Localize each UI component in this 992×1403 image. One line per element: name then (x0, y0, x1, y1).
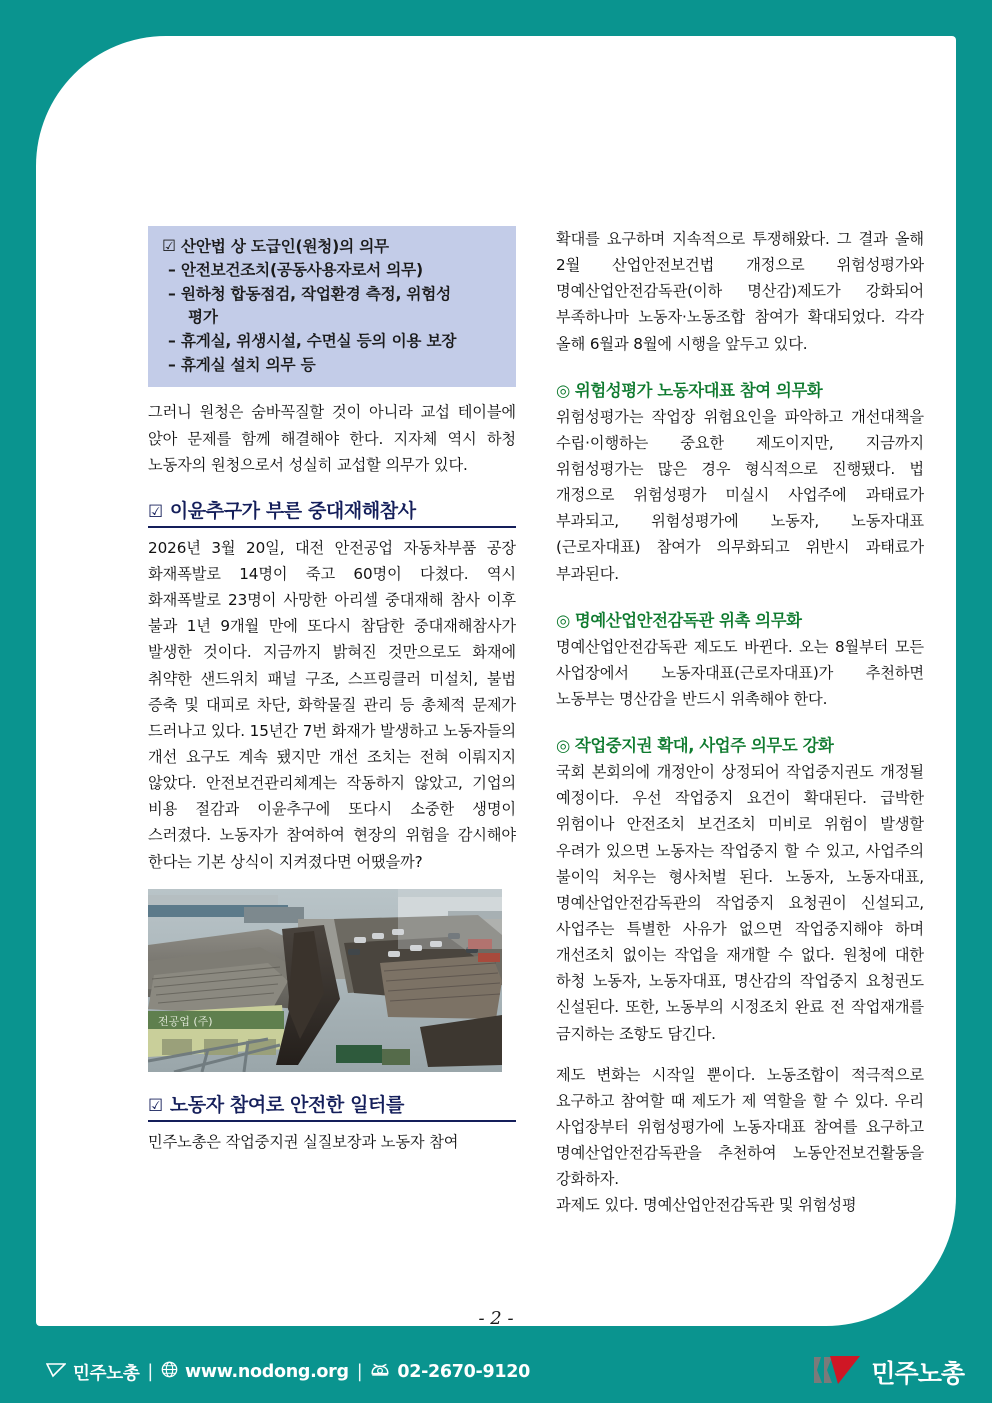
heading-text: 노동자 참여로 안전한 일터를 (169, 1093, 404, 1116)
callout-title-text: 산안법 상 도급인(원청)의 의무 (181, 237, 389, 256)
callout-item-text: 원하청 합동점검, 작업환경 측정, 위험성 (180, 284, 452, 303)
checkbox-icon: ☑ (162, 237, 176, 255)
footer-bar (0, 1341, 992, 1403)
fire-damaged-factory-aerial-photo (148, 889, 502, 1072)
callout-item (162, 283, 504, 330)
callout-item-text: 휴게실 설치 의무 등 (180, 355, 316, 374)
paragraph-law-revision: 확대를 요구하며 지속적으로 투쟁해왔다. 그 결과 올해 2월 산업안전보건법 개정으로 위험성평가와 명예산업안전감독관(이하 명산감)제도가 강화되어 부족하나마 노동자·노동조합 참여가 확대되었다. 각각 올해 6월과 8월에 시행을 앞두고 있다. (556, 230, 924, 353)
double-circle-icon: ◎ (556, 736, 570, 756)
footer-separator-1: | (147, 1362, 154, 1382)
checkbox-icon: ☑ (148, 501, 163, 522)
footer-phone: 02-2670-9120 (397, 1362, 531, 1382)
callout-item-text: 휴게실, 위생시설, 수면실 등의 이용 보장 (180, 332, 457, 351)
paragraph-gap (556, 1047, 924, 1062)
page-paper (36, 36, 956, 1326)
double-circle-icon: ◎ (556, 380, 570, 400)
kctu-logo (810, 1353, 964, 1391)
footer-website[interactable]: www.nodong.org (185, 1362, 349, 1382)
dash-bullet: – (168, 284, 176, 303)
paragraph-disaster-details: 2026년 3월 20일, 대전 안전공업 자동차부품 공장 화재폭발로 14명이 죽고 60명이 다쳤다. 역시 화재폭발로 23명이 사망한 아리셀 중대재해 참사 이후 불과 1년 9개월 만에 또다시 참담한 중대재해참사가 발생한 것이다. 지금까지 밝혀진 것만으로도 화재에 취약한 샌드위치 패널 구조, 스프링클러 미설치, 불법 증축 및 대피로 차단, 화학물질 관리 등 총체적 문제가 드러나고 있다. 15년간 7번 화재가 발생하고 노동자들의 개선 요구도 계속 됐지만 개선 조치는 전혀 이뤄지지 않았다. 안전보건관리체계는 작동하지 않았고, 기업의 비용 절감과 이윤추구에 또다시 소중한 생명이 스러졌다. 노동자가 참여하여 현장의 위험을 감시해야 한다는 기본 상식이 지켜졌다면 어땠을까? (148, 538, 516, 871)
paragraph-work-stoppage-right: 국회 본회의에 개정안이 상정되어 작업중지권도 개정될 예정이다. 우선 작업중지 요건이 확대된다. 급박한 위험이나 안전조치 보건조치 미비로 위험이 발생할 우려가 있으면 노동자는 작업중지 할 수 있고, 사업주의 불이익 처우는 형사처벌 된다. 노동자, 노동자대표, 명예산업안전감독관의 작업중지 요청권이 신설되고, 사업주는 특별한 사유가 없으면 작업중지해야 하며 개선조치 없이는 작업을 재개할 수 없다. 원청에 대한 하청 노동자, 노동자대표, 명산감의 작업중지 요청권도 신설된다. 또한, 노동부의 시정조치 완료 전 작업재개를 금지하는 조항도 담긴다. (556, 763, 924, 1043)
footer-org-name: 민주노총 (73, 1363, 140, 1384)
right-column (556, 226, 924, 1321)
heading-text: 이윤추구가 부른 중대재해참사 (169, 499, 416, 522)
footer-separator-2: | (356, 1362, 363, 1382)
checkbox-icon: ☑ (148, 1095, 163, 1116)
heading-text: 작업중지권 확대, 사업주 의무도 강화 (574, 736, 834, 756)
heading-profit-driven-disaster (148, 496, 516, 528)
callout-item (162, 354, 504, 378)
heading-text: 명예산업안전감독관 위촉 의무화 (574, 610, 802, 630)
heading-worker-participation (148, 1090, 516, 1122)
globe-icon (161, 1361, 178, 1383)
kctu-logo-text: 민주노총 (871, 1359, 964, 1388)
dash-bullet: – (168, 355, 176, 374)
page-content (148, 226, 924, 1321)
heading-honorary-inspector (556, 607, 924, 631)
dash-bullet: – (168, 332, 176, 351)
factory-sign-text: 전공업 (주) (158, 1014, 213, 1028)
paragraph-honorary-inspector: 명예산업안전감독관 제도도 바뀐다. 오는 8월부터 모든 사업장에서 노동자대표(근로자대표)가 추천하면 노동부는 명산감을 반드시 위촉해야 한다. (556, 637, 924, 708)
telephone-icon (370, 1361, 390, 1383)
heading-text: 위험성평가 노동자대표 참여 의무화 (574, 380, 823, 400)
callout-item (162, 259, 504, 283)
callout-title (162, 235, 504, 259)
callout-item-text: 안전보건조치(공동사용자로서 의무) (180, 261, 423, 280)
kctu-flame-mark-icon (810, 1353, 862, 1391)
callout-item (162, 330, 504, 354)
intro-paragraph: 그러니 원청은 숨바꼭질할 것이 아니라 교섭 테이블에 앉아 문제를 함께 해결해야 한다. 지자체 역시 하청 노동자의 원청으로서 성실히 교섭할 의무가 있다. (148, 403, 516, 474)
left-column (148, 226, 516, 1321)
photo-illustration (148, 889, 502, 1072)
footer-contact-info (46, 1360, 530, 1385)
heading-risk-assessment (556, 377, 924, 401)
double-circle-icon: ◎ (556, 610, 570, 630)
callout-item-continuation: 평가 (188, 308, 218, 327)
paragraph-tail: 과제도 있다. 명예산업안전감독관 및 위험성평 (556, 1196, 857, 1215)
flag-triangle-icon (46, 1362, 66, 1383)
obligations-callout-box (148, 226, 516, 387)
dash-bullet: – (168, 261, 176, 280)
heading-work-stoppage-right (556, 732, 924, 756)
paragraph-risk-assessment: 위험성평가는 작업장 위험요인을 파악하고 개선대책을 수립·이행하는 중요한 제도이지만, 지금까지 위험성평가는 많은 경우 형식적으로 진행됐다. 법 개정으로 위험성평가 미실시 사업주에 과태료가 부과되고, 위험성평가에 노동자, 노동자대표(근로자대표) 참여가 의무화되고 위반시 과태료가 부과된다. (556, 407, 924, 583)
page-number: - 2 - (478, 1308, 514, 1329)
paragraph-worker-participation: 민주노총은 작업중지권 실질보장과 노동자 참여 (148, 1132, 459, 1151)
paragraph-closing: 제도 변화는 시작일 뿐이다. 노동조합이 적극적으로 요구하고 참여할 때 제도가 제 역할을 할 수 있다. 우리 사업장부터 위험성평가에 노동자대표 참여를 요구하고 명예산업안전감독관을 추천하여 노동안전보건활동을 강화하자. (556, 1065, 924, 1189)
